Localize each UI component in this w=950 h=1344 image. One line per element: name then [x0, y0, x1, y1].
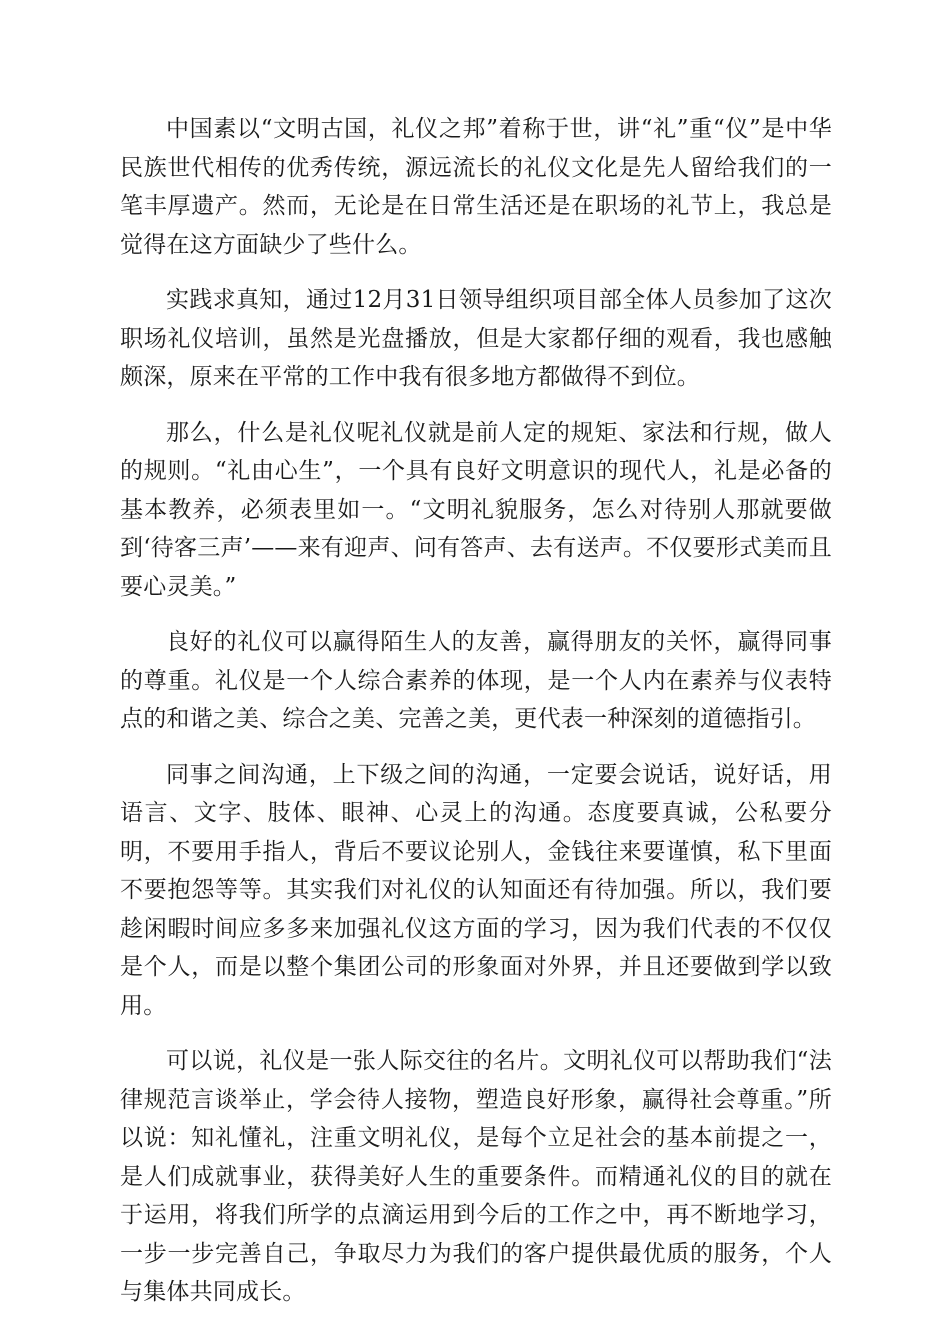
paragraph-6: 可以说，礼仪是一张人际交往的名片。文明礼仪可以帮助我们“法律规范言谈举止，学会待人接物，塑造良好形象，赢得社会尊重。”所以说：知礼懂礼，注重文明礼仪，是每个立足社会的基本前提之一，是人们成就事业，获得美好人生的重要条件。而精通礼仪的目的就在于运用，将我们所学的点滴运用到今后的工作之中，再不断地学习，一步一步完善自己，争取尽力为我们的客户提供最优质的服务，个人与集体共同成长。	[120, 1048, 832, 1305]
paragraph-5: 同事之间沟通，上下级之间的沟通，一定要会说话，说好话，用语言、文字、肢体、眼神、心灵上的沟通。态度要真诚，公私要分明，不要用手指人，背后不要议论别人，金钱往来要谨慎，私下里面不要抱怨等等。其实我们对礼仪的认知面还有待加强。所以，我们要趁闲暇时间应多多来加强礼仪这方面的学习，因为我们代表的不仅仅是个人，而是以整个集团公司的形象面对外界，并且还要做到学以致用。	[120, 761, 832, 1019]
paragraph-3: 那么，什么是礼仪呢礼仪就是前人定的规矩、家法和行规，做人的规则。“礼由心生”，一个具有良好文明意识的现代人，礼是必备的基本教养，必须表里如一。“文明礼貌服务，怎么对待别人那就要做到‘待客三声’——来有迎声、问有答声、去有送声。不仅要形式美而且要心灵美。”	[120, 419, 832, 600]
paragraph-2: 实践求真知，通过12月31日领导组织项目部全体人员参加了这次职场礼仪培训，虽然是光盘播放，但是大家都仔细的观看，我也感触颇深，原来在平常的工作中我有很多地方都做得不到位。	[120, 287, 832, 390]
paragraph-1: 中国素以“文明古国，礼仪之邦”着称于世，讲“礼”重“仪”是中华民族世代相传的优秀传统，源远流长的礼仪文化是先人留给我们的一笔丰厚遗产。然而，无论是在日常生活还是在职场的礼节上，我总是觉得在这方面缺少了些什么。	[120, 116, 832, 258]
document-body	[120, 110, 832, 1329]
paragraph-4: 良好的礼仪可以赢得陌生人的友善，赢得朋友的关怀，赢得同事的尊重。礼仪是一个人综合素养的体现，是一个人内在素养与仪表特点的和谐之美、综合之美、完善之美，更代表一种深刻的道德指引。	[120, 629, 832, 732]
